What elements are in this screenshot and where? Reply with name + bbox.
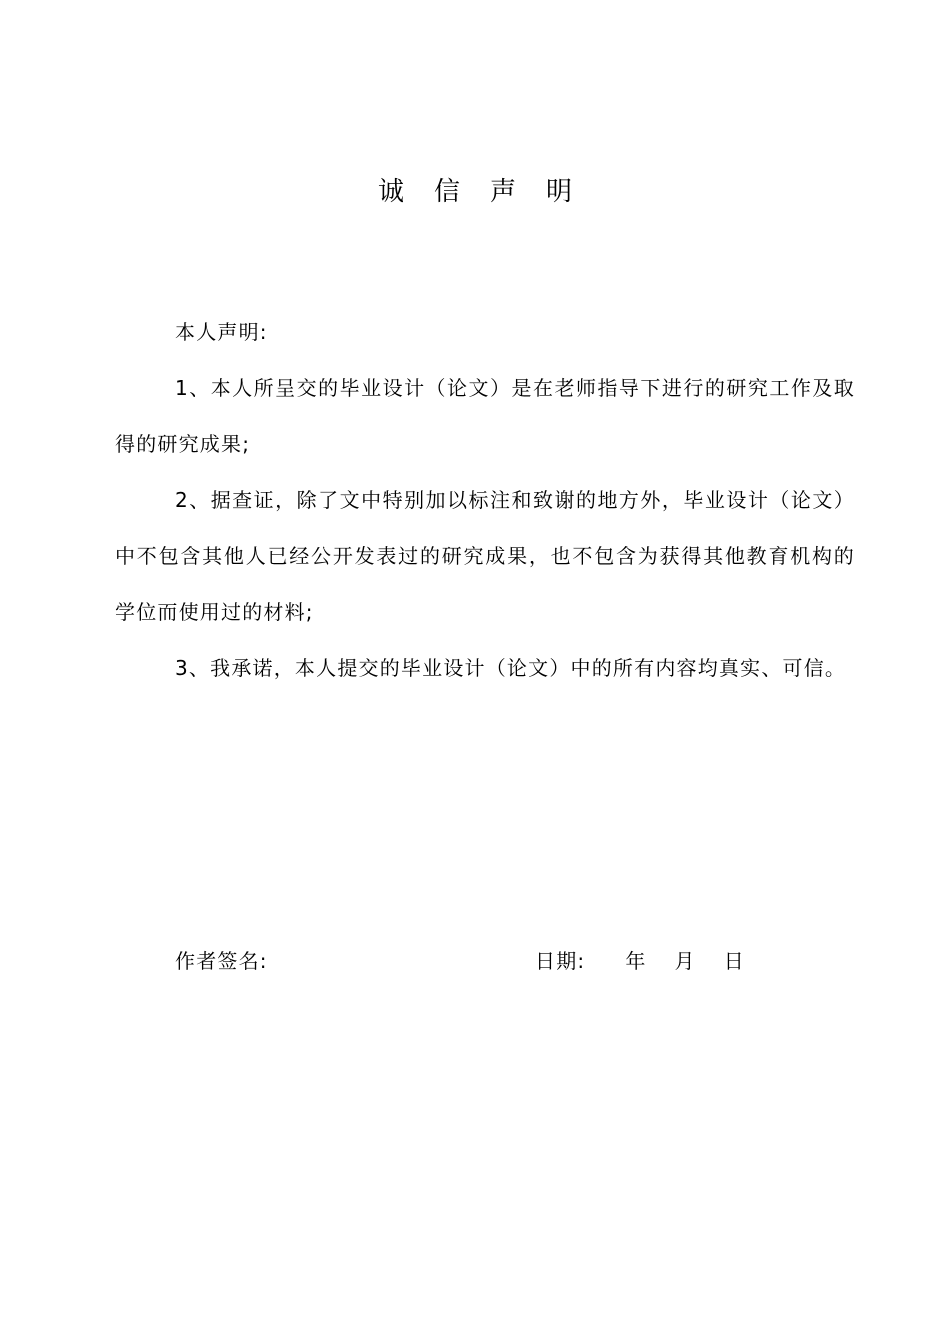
date-group [535, 937, 745, 985]
month-label: 月 [674, 949, 696, 973]
year-label: 年 [625, 949, 647, 973]
declaration-body [115, 304, 855, 696]
document-title: 诚信声明 [377, 177, 602, 207]
declaration-item-3: 3、我承诺，本人提交的毕业设计（论文）中的所有内容均真实、可信。 [175, 656, 847, 680]
date-label: 日期: [535, 949, 586, 973]
declaration-intro: 本人声明: [175, 320, 268, 344]
declaration-item-1: 1、本人所呈交的毕业设计（论文）是在老师指导下进行的研究工作及取得的研究成果; [115, 376, 855, 456]
day-label: 日 [723, 949, 745, 973]
declaration-item-2: 2、据查证，除了文中特别加以标注和致谢的地方外，毕业设计（论文）中不包含其他人已经公开发表过的研究成果，也不包含为获得其他教育机构的学位而使用过的材料; [115, 488, 855, 624]
author-signature-label: 作者签名: [175, 949, 268, 973]
